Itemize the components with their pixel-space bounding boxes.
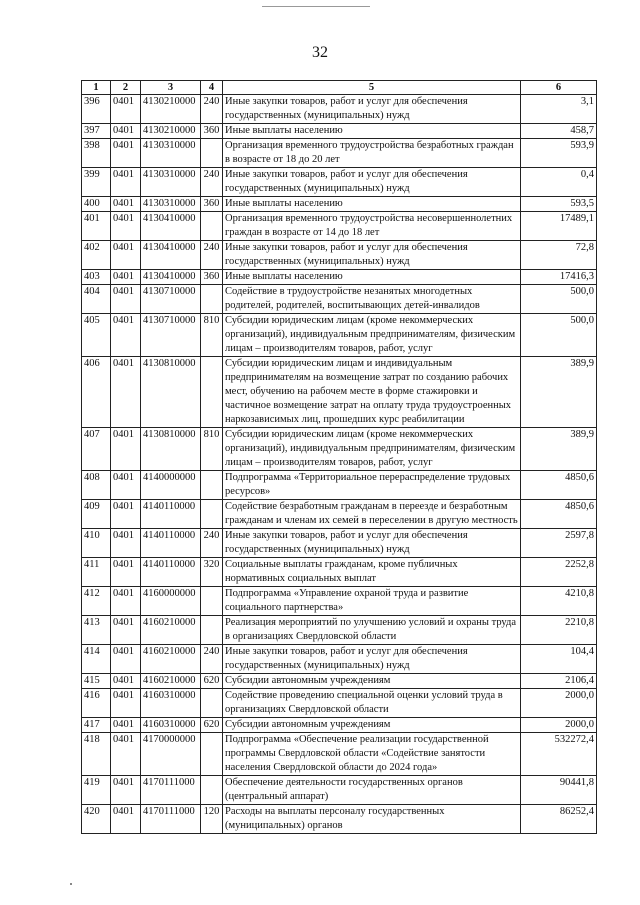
expense-type-cell: 620	[201, 718, 223, 733]
amount-cell: 17416,3	[521, 270, 597, 285]
scan-speck	[70, 883, 72, 885]
target-code-cell: 4130410000	[141, 212, 201, 241]
target-code-cell: 4170000000	[141, 733, 201, 776]
amount-cell: 90441,8	[521, 776, 597, 805]
row-number-cell: 405	[82, 314, 111, 357]
section-code-cell: 0401	[111, 805, 141, 834]
section-code-cell: 0401	[111, 616, 141, 645]
expense-type-cell	[201, 500, 223, 529]
target-code-cell: 4160210000	[141, 645, 201, 674]
row-number-cell: 401	[82, 212, 111, 241]
section-code-cell: 0401	[111, 270, 141, 285]
section-code-cell: 0401	[111, 168, 141, 197]
item-name-cell: Иные выплаты населению	[223, 124, 521, 139]
amount-cell: 458,7	[521, 124, 597, 139]
table-row	[82, 529, 597, 558]
table-row	[82, 587, 597, 616]
target-code-cell: 4130810000	[141, 428, 201, 471]
table-row	[82, 197, 597, 212]
target-code-cell: 4140110000	[141, 558, 201, 587]
item-name-cell: Обеспечение деятельности государственных органов (центральный аппарат)	[223, 776, 521, 805]
target-code-cell: 4130410000	[141, 270, 201, 285]
target-code-cell: 4130410000	[141, 241, 201, 270]
table-row	[82, 139, 597, 168]
section-code-cell: 0401	[111, 428, 141, 471]
amount-cell: 593,5	[521, 197, 597, 212]
row-number-cell: 410	[82, 529, 111, 558]
section-code-cell: 0401	[111, 558, 141, 587]
target-code-cell: 4160310000	[141, 718, 201, 733]
expense-type-cell: 810	[201, 314, 223, 357]
table-row	[82, 212, 597, 241]
row-number-cell: 413	[82, 616, 111, 645]
table-row	[82, 285, 597, 314]
row-number-cell: 400	[82, 197, 111, 212]
amount-cell: 17489,1	[521, 212, 597, 241]
table-row	[82, 558, 597, 587]
row-number-cell: 409	[82, 500, 111, 529]
table-header-row	[82, 81, 597, 95]
expense-type-cell: 360	[201, 124, 223, 139]
row-number-cell: 397	[82, 124, 111, 139]
amount-cell: 2000,0	[521, 718, 597, 733]
section-code-cell: 0401	[111, 674, 141, 689]
item-name-cell: Реализация мероприятий по улучшению условий и охраны труда в организациях Свердловской области	[223, 616, 521, 645]
table-row	[82, 241, 597, 270]
amount-cell: 86252,4	[521, 805, 597, 834]
column-header: 1	[82, 81, 111, 95]
section-code-cell: 0401	[111, 500, 141, 529]
target-code-cell: 4140110000	[141, 500, 201, 529]
item-name-cell: Иные закупки товаров, работ и услуг для обеспечения государственных (муниципальных) нужд	[223, 645, 521, 674]
row-number-cell: 402	[82, 241, 111, 270]
expense-type-cell: 120	[201, 805, 223, 834]
item-name-cell: Организация временного трудоустройства безработных граждан в возрасте от 18 до 20 лет	[223, 139, 521, 168]
target-code-cell: 4140110000	[141, 529, 201, 558]
expense-type-cell	[201, 587, 223, 616]
row-number-cell: 403	[82, 270, 111, 285]
item-name-cell: Иные выплаты населению	[223, 270, 521, 285]
target-code-cell: 4130810000	[141, 357, 201, 428]
table-row	[82, 500, 597, 529]
table-row	[82, 428, 597, 471]
item-name-cell: Субсидии юридическим лицам (кроме некоммерческих организаций), индивидуальным предпринимателям, физическим лицам – производителям товаров, работ, услуг	[223, 314, 521, 357]
row-number-cell: 419	[82, 776, 111, 805]
section-code-cell: 0401	[111, 124, 141, 139]
expense-type-cell: 360	[201, 270, 223, 285]
expense-type-cell	[201, 733, 223, 776]
target-code-cell: 4130710000	[141, 285, 201, 314]
amount-cell: 389,9	[521, 428, 597, 471]
column-header: 3	[141, 81, 201, 95]
table-row	[82, 645, 597, 674]
target-code-cell: 4160210000	[141, 616, 201, 645]
amount-cell: 2597,8	[521, 529, 597, 558]
row-number-cell: 398	[82, 139, 111, 168]
section-code-cell: 0401	[111, 95, 141, 124]
amount-cell: 104,4	[521, 645, 597, 674]
table-row	[82, 314, 597, 357]
section-code-cell: 0401	[111, 776, 141, 805]
table-row	[82, 718, 597, 733]
row-number-cell: 417	[82, 718, 111, 733]
amount-cell: 4210,8	[521, 587, 597, 616]
item-name-cell: Субсидии автономным учреждениям	[223, 718, 521, 733]
item-name-cell: Субсидии юридическим лицам (кроме некоммерческих организаций), индивидуальным предпринимателям, физическим лицам – производителям товаров, работ, услуг	[223, 428, 521, 471]
expense-type-cell: 240	[201, 529, 223, 558]
expense-type-cell: 240	[201, 95, 223, 124]
amount-cell: 4850,6	[521, 500, 597, 529]
page-number: 32	[312, 44, 328, 61]
item-name-cell: Расходы на выплаты персоналу государственных (муниципальных) органов	[223, 805, 521, 834]
amount-cell: 2000,0	[521, 689, 597, 718]
section-code-cell: 0401	[111, 314, 141, 357]
amount-cell: 72,8	[521, 241, 597, 270]
column-header: 2	[111, 81, 141, 95]
target-code-cell: 4130310000	[141, 168, 201, 197]
table-row	[82, 95, 597, 124]
section-code-cell: 0401	[111, 285, 141, 314]
item-name-cell: Содействие в трудоустройстве незанятых многодетных родителей, родителей, воспитывающих детей-инвалидов	[223, 285, 521, 314]
item-name-cell: Социальные выплаты гражданам, кроме публичных нормативных социальных выплат	[223, 558, 521, 587]
item-name-cell: Субсидии автономным учреждениям	[223, 674, 521, 689]
amount-cell: 389,9	[521, 357, 597, 428]
item-name-cell: Содействие безработным гражданам в переезде и безработным гражданам и членам их семей в переселении в другую местность	[223, 500, 521, 529]
expense-type-cell: 240	[201, 645, 223, 674]
target-code-cell: 4160000000	[141, 587, 201, 616]
target-code-cell: 4130710000	[141, 314, 201, 357]
row-number-cell: 416	[82, 689, 111, 718]
column-header: 5	[223, 81, 521, 95]
target-code-cell: 4130210000	[141, 95, 201, 124]
row-number-cell: 404	[82, 285, 111, 314]
expense-type-cell: 320	[201, 558, 223, 587]
budget-table	[81, 80, 597, 834]
amount-cell: 2252,8	[521, 558, 597, 587]
row-number-cell: 406	[82, 357, 111, 428]
section-code-cell: 0401	[111, 733, 141, 776]
expense-type-cell: 620	[201, 674, 223, 689]
section-code-cell: 0401	[111, 645, 141, 674]
amount-cell: 593,9	[521, 139, 597, 168]
section-code-cell: 0401	[111, 357, 141, 428]
column-header: 6	[521, 81, 597, 95]
section-code-cell: 0401	[111, 212, 141, 241]
amount-cell: 4850,6	[521, 471, 597, 500]
amount-cell: 500,0	[521, 285, 597, 314]
row-number-cell: 418	[82, 733, 111, 776]
column-header: 4	[201, 81, 223, 95]
section-code-cell: 0401	[111, 529, 141, 558]
target-code-cell: 4170111000	[141, 776, 201, 805]
amount-cell: 500,0	[521, 314, 597, 357]
item-name-cell: Организация временного трудоустройства несовершеннолетних граждан в возрасте от 14 до 18 лет	[223, 212, 521, 241]
table-row	[82, 733, 597, 776]
target-code-cell: 4140000000	[141, 471, 201, 500]
expense-type-cell	[201, 212, 223, 241]
target-code-cell: 4130310000	[141, 197, 201, 212]
table-row	[82, 689, 597, 718]
section-code-cell: 0401	[111, 689, 141, 718]
row-number-cell: 415	[82, 674, 111, 689]
row-number-cell: 399	[82, 168, 111, 197]
table-row	[82, 168, 597, 197]
section-code-cell: 0401	[111, 718, 141, 733]
item-name-cell: Подпрограмма «Обеспечение реализации государственной программы Свердловской области «Содействие занятости населения Свердловской области до 2024 года»	[223, 733, 521, 776]
amount-cell: 3,1	[521, 95, 597, 124]
section-code-cell: 0401	[111, 471, 141, 500]
item-name-cell: Иные закупки товаров, работ и услуг для обеспечения государственных (муниципальных) нужд	[223, 168, 521, 197]
table-row	[82, 616, 597, 645]
item-name-cell: Подпрограмма «Территориальное перераспределение трудовых ресурсов»	[223, 471, 521, 500]
amount-cell: 2106,4	[521, 674, 597, 689]
target-code-cell: 4160210000	[141, 674, 201, 689]
item-name-cell: Содействие проведению специальной оценки условий труда в организациях Свердловской области	[223, 689, 521, 718]
item-name-cell: Подпрограмма «Управление охраной труда и развитие социального партнерства»	[223, 587, 521, 616]
table-row	[82, 776, 597, 805]
table-row	[82, 270, 597, 285]
amount-cell: 532272,4	[521, 733, 597, 776]
row-number-cell: 412	[82, 587, 111, 616]
section-code-cell: 0401	[111, 241, 141, 270]
expense-type-cell: 810	[201, 428, 223, 471]
table-row	[82, 674, 597, 689]
row-number-cell: 414	[82, 645, 111, 674]
target-code-cell: 4170111000	[141, 805, 201, 834]
expense-type-cell: 360	[201, 197, 223, 212]
item-name-cell: Субсидии юридическим лицам и индивидуальным предпринимателям на возмещение затрат по созданию рабочих мест, обучению на рабочем месте в форме стажировки и частичное возмещение затрат на оплату труда трудоустроенных наркозависимых лиц, прошедших курс реабилитации	[223, 357, 521, 428]
expense-type-cell	[201, 471, 223, 500]
item-name-cell: Иные закупки товаров, работ и услуг для обеспечения государственных (муниципальных) нужд	[223, 95, 521, 124]
table-row	[82, 471, 597, 500]
expense-type-cell: 240	[201, 241, 223, 270]
row-number-cell: 396	[82, 95, 111, 124]
row-number-cell: 407	[82, 428, 111, 471]
table-row	[82, 805, 597, 834]
row-number-cell: 408	[82, 471, 111, 500]
row-number-cell: 420	[82, 805, 111, 834]
table-row	[82, 124, 597, 139]
expense-type-cell	[201, 689, 223, 718]
top-edge-line	[262, 6, 370, 7]
item-name-cell: Иные закупки товаров, работ и услуг для обеспечения государственных (муниципальных) нужд	[223, 529, 521, 558]
expense-type-cell	[201, 776, 223, 805]
expense-type-cell	[201, 139, 223, 168]
target-code-cell: 4130310000	[141, 139, 201, 168]
expense-type-cell	[201, 616, 223, 645]
amount-cell: 2210,8	[521, 616, 597, 645]
expense-type-cell	[201, 285, 223, 314]
section-code-cell: 0401	[111, 139, 141, 168]
target-code-cell: 4160310000	[141, 689, 201, 718]
section-code-cell: 0401	[111, 587, 141, 616]
item-name-cell: Иные закупки товаров, работ и услуг для обеспечения государственных (муниципальных) нужд	[223, 241, 521, 270]
section-code-cell: 0401	[111, 197, 141, 212]
item-name-cell: Иные выплаты населению	[223, 197, 521, 212]
row-number-cell: 411	[82, 558, 111, 587]
table-row	[82, 357, 597, 428]
expense-type-cell	[201, 357, 223, 428]
expense-type-cell: 240	[201, 168, 223, 197]
target-code-cell: 4130210000	[141, 124, 201, 139]
amount-cell: 0,4	[521, 168, 597, 197]
